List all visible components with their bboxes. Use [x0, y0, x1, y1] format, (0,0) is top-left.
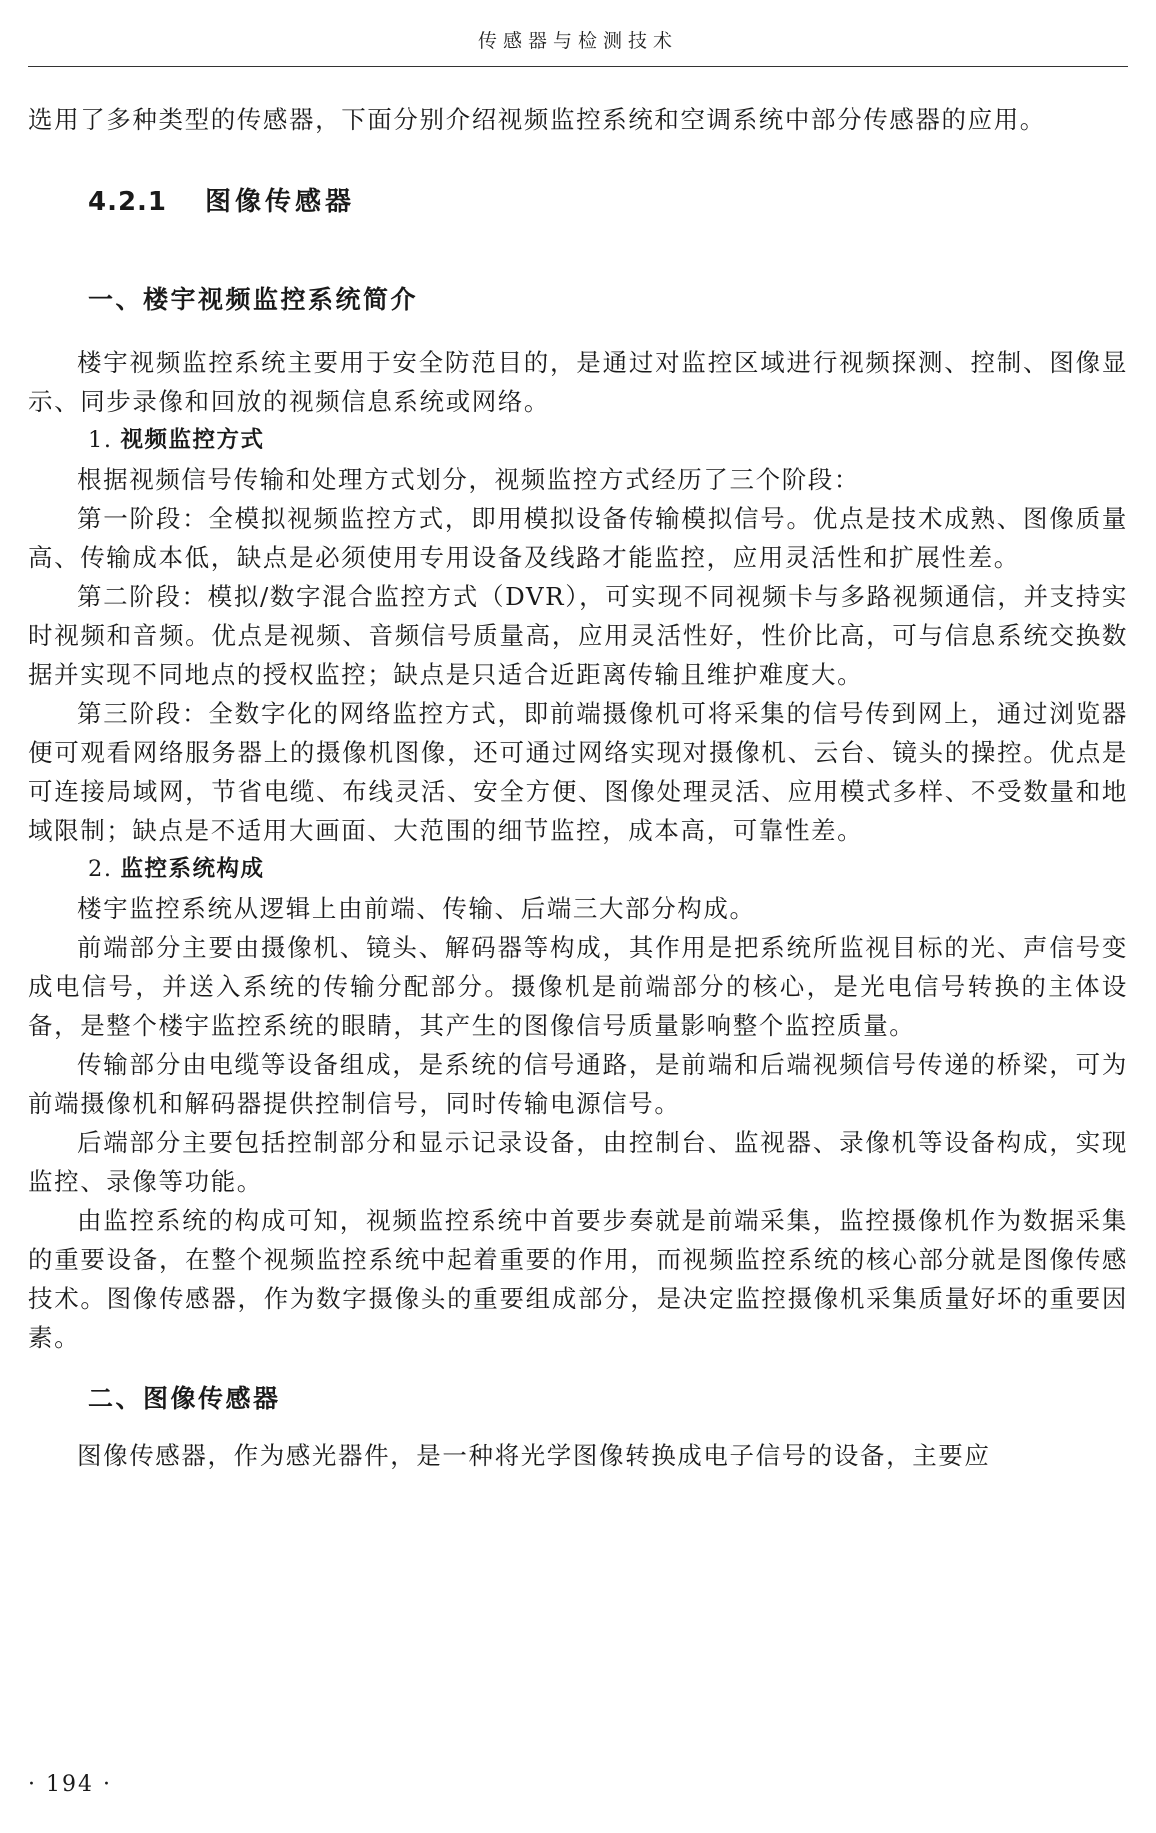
section-heading [88, 183, 1128, 222]
paragraph: 第二阶段：模拟/数字混合监控方式（DVR），可实现不同视频卡与多路视频通信，并支持实时视频和音频。优点是视频、音频信号质量高，应用灵活性好，性价比高，可与信息系统交换数据并实现不同地点的授权监控；缺点是只适合近距离传输且维护难度大。 [28, 582, 1128, 689]
intro-paragraph: 选用了多种类型的传感器，下面分别介绍视频监控系统和空调系统中部分传感器的应用。 [28, 105, 1046, 134]
running-header: 传感器与检测技术 [477, 30, 678, 52]
subheading-number: 1. [88, 427, 113, 453]
part1-heading: 一、楼宇视频监控系统简介 [88, 285, 419, 314]
paragraph: 传输部分由电缆等设备组成，是系统的信号通路，是前端和后端视频信号传递的桥梁，可为前端摄像机和解码器提供控制信号，同时传输电源信号。 [28, 1050, 1128, 1118]
page-number: · 194 · [28, 1772, 112, 1797]
paragraph: 后端部分主要包括控制部分和显示记录设备，由控制台、监视器、录像机等设备构成，实现监控、录像等功能。 [28, 1128, 1128, 1196]
subheading-video-monitoring-mode [88, 421, 1128, 460]
subheading-title: 监控系统构成 [120, 856, 265, 882]
paragraph: 楼宇监控系统从逻辑上由前端、传输、后端三大部分构成。 [77, 894, 756, 923]
paragraph: 第一阶段：全模拟视频监控方式，即用模拟设备传输模拟信号。优点是技术成熟、图像质量高、传输成本低，缺点是必须使用专用设备及线路才能监控，应用灵活性和扩展性差。 [28, 504, 1128, 572]
paragraph: 图像传感器，作为感光器件，是一种将光学图像转换成电子信号的设备，主要应 [77, 1441, 991, 1470]
paragraph: 由监控系统的构成可知，视频监控系统中首要步奏就是前端采集，监控摄像机作为数据采集的重要设备，在整个视频监控系统中起着重要的作用，而视频监控系统的核心部分就是图像传感技术。图像传感器，作为数字摄像头的重要组成部分，是决定监控摄像机采集质量好坏的重要因素。 [28, 1206, 1128, 1352]
paragraph: 根据视频信号传输和处理方式划分，视频监控方式经历了三个阶段： [77, 465, 860, 494]
paragraph: 楼宇视频监控系统主要用于安全防范目的，是通过对监控区域进行视频探测、控制、图像显示、同步录像和回放的视频信息系统或网络。 [28, 348, 1128, 416]
subheading-number: 2. [88, 856, 113, 882]
page-body [28, 100, 1128, 1475]
header-rule [28, 66, 1128, 67]
paragraph: 第三阶段：全数字化的网络监控方式，即前端摄像机可将采集的信号传到网上，通过浏览器便可观看网络服务器上的摄像机图像，还可通过网络实现对摄像机、云台、镜头的操控。优点是可连接局域网，节省电缆、布线灵活、安全方便、图像处理灵活、应用模式多样、不受数量和地域限制；缺点是不适用大画面、大范围的细节监控，成本高，可靠性差。 [28, 699, 1128, 845]
paragraph: 前端部分主要由摄像机、镜头、解码器等构成，其作用是把系统所监视目标的光、声信号变成电信号，并送入系统的传输分配部分。摄像机是前端部分的核心，是光电信号转换的主体设备，是整个楼宇监控系统的眼睛，其产生的图像信号质量影响整个监控质量。 [28, 933, 1128, 1040]
section-number: 4.2.1 [88, 187, 168, 217]
part2-heading: 二、图像传感器 [88, 1384, 281, 1413]
subheading-title: 视频监控方式 [120, 427, 265, 453]
subheading-system-composition [88, 850, 1128, 889]
section-title: 图像传感器 [205, 187, 356, 217]
